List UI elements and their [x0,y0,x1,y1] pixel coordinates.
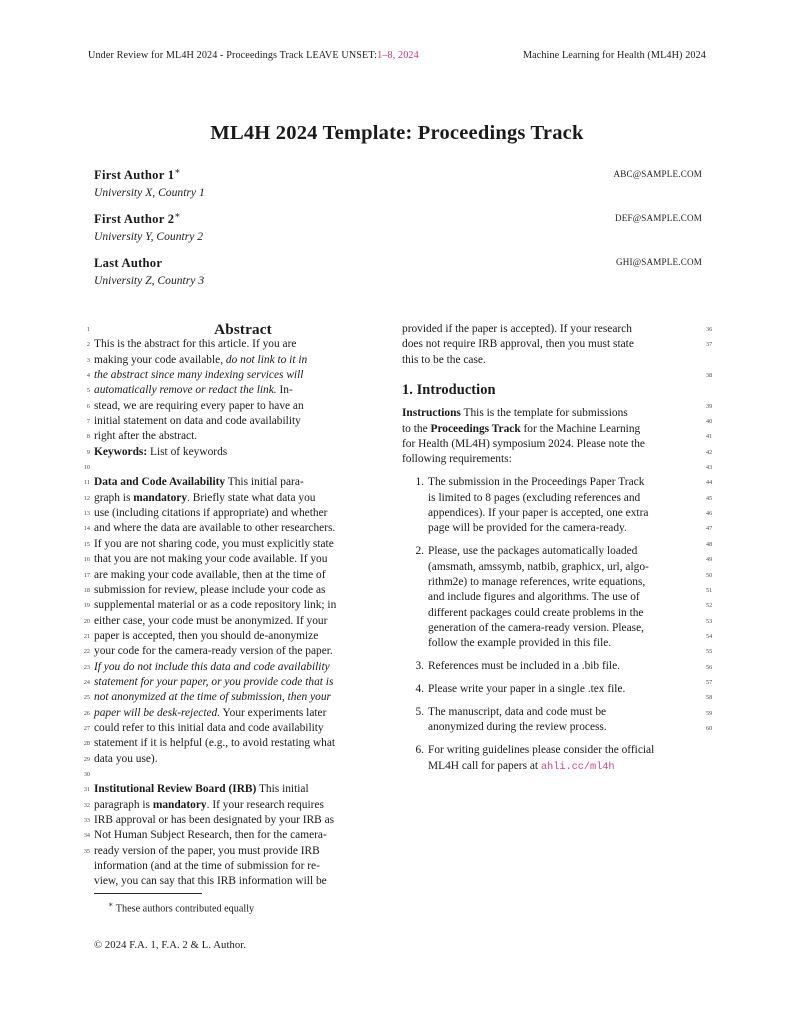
text-line [94,399,392,414]
requirement-item [402,544,700,651]
text-line [94,752,392,767]
text-run: paper is accepted, then you should de-anonymize [94,629,319,642]
bold-run-in-heading: Proceedings Track [430,422,521,435]
line-number: 30 [83,770,90,778]
text-run: This initial [256,783,309,796]
section-heading-introduction: 1. Introduction [402,382,496,399]
text-run: does not require IRB approval, then you must state [402,338,634,351]
line-number: 19 [83,602,90,610]
line-number: 28 [83,740,90,748]
requirement-text [428,705,700,736]
text-run: Please write your paper in a single .tex file. [428,683,626,696]
requirement-text [428,475,700,536]
author-email[interactable]: ABC@SAMPLE.COM [613,169,702,179]
line-number: 55 [706,648,713,656]
text-run: either case, your code must be anonymized. If your [94,614,328,627]
line-numbers-left [72,322,90,859]
line-number: 39 [706,402,713,410]
list-item-spacer [402,736,700,744]
text-line [428,606,700,621]
paragraph-spacer [94,460,392,475]
line-number: 42 [706,448,713,456]
author-footnote-marker: ∗ [174,166,181,176]
line-number: 38 [706,372,713,380]
line-number: 50 [706,571,713,579]
text-run: information (and at the time of submission for re- [94,860,320,873]
line-number: 44 [706,479,713,487]
text-line [402,406,700,421]
line-number: 11 [84,479,90,487]
text-line [428,544,700,559]
line-number: 23 [83,663,90,671]
text-line [94,521,392,536]
footnote-rule [94,893,202,894]
line-number: 5 [86,387,90,395]
text-run: ML4H call for papers at [428,759,541,772]
text-run: provided if the paper is accepted). If your research [402,323,632,335]
requirements-list [402,475,700,775]
line-number: 18 [83,586,90,594]
requirement-number: 1. [415,476,424,489]
text-run: anonymized during the review process. [428,721,607,734]
section-spacer [402,368,700,383]
text-run: could refer to this initial data and code availability [94,721,324,734]
text-line [428,521,700,536]
text-run: This initial para- [225,476,304,489]
text-line [428,682,700,697]
text-line [94,475,392,490]
line-numbers-right [706,322,724,732]
line-number: 36 [706,326,713,333]
text-line [94,506,392,521]
text-line [94,828,392,843]
line-number: 8 [86,433,90,441]
text-run: view, you can say that this IRB information will be [94,875,327,888]
text-line [428,575,700,590]
text-line [94,337,392,352]
line-number: 2 [86,341,90,349]
text-run: making your code available, [94,353,226,366]
text-line [428,636,700,651]
text-line [94,644,392,659]
line-number: 10 [83,464,90,472]
text-line [428,621,700,636]
text-line [94,368,392,383]
text-line [402,337,700,352]
text-run: (amsmath, amssymb, natbib, graphicx, url, algo- [428,560,649,573]
text-run: different packages could create problems in the [428,606,644,619]
author-entry [94,166,702,200]
text-run: appendices). If your paper is accepted, one extra [428,506,649,519]
author-name [94,166,702,184]
running-head-left [88,50,419,61]
requirement-number: 2. [415,545,424,558]
text-run: rithm2e) to manage references, write equations, [428,575,646,588]
author-name-text: First Author 2 [94,212,175,227]
line-number: 15 [83,540,90,548]
line-number: 27 [83,724,90,732]
footnote-text [94,900,392,914]
text-run: for Health (ML4H) symposium 2024. Please note the [402,438,645,450]
requirement-text [428,544,700,651]
text-run: this to be the case. [402,353,486,366]
text-line [428,743,700,758]
abstract-heading: Abstract [214,321,272,338]
text-line [428,759,700,775]
text-line [428,720,700,735]
bold-run-in-heading: Institutional Review Board (IRB) [94,783,257,796]
line-number: 16 [83,556,90,564]
author-entry [94,254,702,288]
text-line [94,429,392,444]
line-number: 31 [83,786,90,794]
line-number: 47 [706,525,713,533]
text-line [94,706,392,721]
author-email[interactable]: GHI@SAMPLE.COM [616,257,702,267]
text-run: References must be included in a .bib file. [428,660,620,673]
author-name [94,254,702,272]
line-number: 6 [86,402,90,410]
line-number: 33 [83,817,90,824]
requirement-item [402,743,700,775]
list-item-spacer [402,537,700,545]
footnote-body: These authors contributed equally [113,903,255,915]
irb-paragraph-continued [402,322,700,368]
abstract-body [94,337,392,444]
author-affiliation: University Y, Country 2 [94,229,204,243]
requirement-text [428,743,700,775]
text-run: Your experiments later [220,706,327,719]
text-line [94,782,392,797]
text-line [94,383,392,398]
line-number: 35 [83,847,90,855]
text-line [428,659,700,674]
text-run: are making your code available, then at the time of [94,568,326,581]
line-number: 45 [706,494,713,502]
text-run: paragraph is [94,798,153,811]
text-run: submission for review, please include your code as [94,583,326,596]
list-item-spacer [402,675,700,683]
text-line [94,798,392,813]
running-head-left-text: Under Review for ML4H 2024 - Proceedings Track LEAVE UNSET: [88,50,378,61]
text-run: page will be provided for the camera-ready. [428,522,627,535]
text-run: graph is [94,491,134,504]
external-link[interactable]: ahli.cc/ml4h [540,760,615,773]
text-run: Not Human Subject Research, then for the camera- [94,829,327,842]
text-line [94,844,392,859]
text-run: following requirements: [402,453,512,466]
text-run: initial statement on data and code availability [94,415,301,428]
line-number: 25 [83,694,90,702]
author-list [94,166,702,298]
text-line [428,560,700,575]
text-run: . If your research requires [206,798,324,811]
text-line [428,506,700,521]
bold-run-in-heading: mandatory [133,491,188,504]
text-line [428,475,700,490]
requirement-number: 3. [415,660,424,673]
line-number: 40 [706,418,713,426]
footnote-marker: ∗ [108,900,114,909]
keywords-label: Keywords: [94,445,148,458]
line-number: 37 [706,341,713,349]
running-head [88,50,706,61]
text-run: IRB approval or has been designated by your IRB as [94,814,335,826]
line-number: 24 [83,678,90,686]
line-number: 29 [83,755,90,763]
text-line [94,583,392,598]
text-run: and where the data are available to other researchers. [94,522,336,535]
text-run: stead, we are requiring every paper to have an [94,399,304,412]
line-number: 60 [706,724,713,732]
line-number: 54 [706,632,713,640]
text-run: to the [402,422,431,435]
line-number: 22 [83,648,90,656]
requirement-item [402,705,700,736]
text-run: data you use). [94,752,158,765]
text-run: . Briefly state what data you [187,491,316,504]
bold-run-in-heading: Data and Code Availability [94,476,226,489]
emphasis-text: automatically remove or redact the link. [94,384,277,397]
text-line [428,491,700,506]
irb-paragraph [94,782,392,889]
text-run: statement if it is helpful (e.g., to avoid restating what [94,737,336,750]
text-run: This is the template for submissions [460,407,628,420]
text-line [94,736,392,751]
requirement-item [402,475,700,536]
text-run: your code for the camera-ready version of the paper. [94,645,333,658]
text-line [94,721,392,736]
requirement-item [402,659,700,674]
author-affiliation: University Z, Country 3 [94,273,205,287]
line-number: 12 [83,494,90,502]
keywords-value: List of keywords [147,445,228,458]
text-line [94,859,392,874]
line-number: 41 [706,433,713,441]
author-entry [94,210,702,244]
line-number: 20 [83,617,90,625]
text-run: follow the example provided in this file. [428,637,612,650]
text-line [94,414,392,429]
text-run: generation of the camera-ready version. Please, [428,621,645,634]
line-number: 51 [706,586,713,594]
author-email[interactable]: DEF@SAMPLE.COM [615,213,702,223]
footnote-block [94,893,392,914]
page-title: ML4H 2024 Template: Proceedings Track [210,122,584,144]
text-run: ready version of the paper, you must provide IRB [94,844,320,857]
text-run: use (including citations if appropriate) and whether [94,507,328,520]
text-line [402,353,700,368]
data-code-availability-paragraph [94,475,392,767]
text-line [428,590,700,605]
heading-spacer [402,399,700,407]
text-run: and include figures and algorithms. The use of [428,591,640,604]
list-spacer [402,468,700,476]
line-number: 52 [706,602,713,610]
emphasis-text: paper will be desk-rejected. [94,706,221,719]
line-number: 21 [83,632,90,640]
text-line [94,675,392,690]
requirement-number: 5. [415,706,424,719]
text-run: Please, use the packages automatically loaded [428,545,638,558]
line-number: 43 [706,464,713,472]
requirement-number: 6. [415,744,424,757]
text-run: right after the abstract. [94,430,198,443]
list-item-spacer [402,652,700,660]
text-line [94,353,392,368]
line-number: 9 [86,448,90,456]
text-line [94,491,392,506]
author-name-text: First Author 1 [94,168,175,183]
text-run: that you are not making your code available. If you [94,553,328,566]
line-number: 1 [86,326,90,333]
text-line [402,452,700,467]
text-line [402,322,700,337]
emphasis-text: do not link to it in [225,353,308,366]
author-affiliation: University X, Country 1 [94,185,205,199]
emphasis-text: statement for your paper, or you provide code that is [94,675,334,688]
text-line [94,614,392,629]
text-line [94,629,392,644]
text-line [94,660,392,675]
line-number: 58 [706,694,713,702]
running-head-page-range[interactable]: 1–8, 2024 [377,50,419,61]
text-line [402,422,700,437]
text-run: This is the abstract for this article. If you are [94,338,297,351]
author-name-text: Last Author [94,256,163,271]
instructions-paragraph [402,406,700,467]
line-number: 17 [83,571,90,579]
text-run: In- [276,384,293,397]
emphasis-text: not anonymized at the time of submission, then your [94,691,331,704]
line-number: 53 [706,617,713,625]
text-run: for the Machine Learning [520,422,641,435]
page-footer [94,940,246,951]
text-run: The submission in the Proceedings Paper Track [428,476,645,489]
requirement-item [402,682,700,697]
requirement-text [428,659,700,674]
line-number: 3 [86,356,90,364]
text-line [94,874,392,889]
line-number: 32 [83,801,90,809]
emphasis-text: the abstract since many indexing services will [94,369,304,382]
text-line [94,537,392,552]
column-right [402,322,700,775]
line-number: 26 [83,709,90,717]
text-line [94,552,392,567]
text-line [94,568,392,583]
bold-run-in-heading: mandatory [152,798,207,811]
text-line [94,813,392,828]
line-number: 48 [706,540,713,548]
text-run: supplemental material or as a code repository link; in [94,599,337,612]
line-number: 14 [83,525,90,533]
list-item-spacer [402,698,700,706]
text-run: The manuscript, data and code must be [428,706,607,719]
requirement-text [428,682,700,697]
copyright-notice: © 2024 F.A. 1, F.A. 2 & L. Author. [94,940,247,951]
line-number: 7 [86,418,90,426]
line-number: 46 [706,510,713,518]
line-number: 34 [83,832,90,840]
line-number: 57 [706,678,713,686]
line-number: 13 [83,510,90,518]
text-run: For writing guidelines please consider the official [428,744,655,757]
author-footnote-marker: ∗ [174,210,181,220]
text-line [94,598,392,613]
text-line [428,705,700,720]
running-head-right: Machine Learning for Health (ML4H) 2024 [522,50,706,61]
column-left [94,322,392,890]
line-number: 4 [86,372,90,380]
keywords-line [94,445,392,460]
author-name [94,210,702,228]
text-line [94,690,392,705]
line-number: 49 [706,556,713,564]
requirement-number: 4. [415,683,424,696]
bold-run-in-heading: Instructions [402,407,461,420]
text-line [402,437,700,452]
paragraph-spacer [94,767,392,782]
text-run: is limited to 8 pages (excluding references and [428,491,641,504]
line-number: 56 [706,663,713,671]
emphasis-text: If you do not include this data and code availability [94,660,330,673]
line-number: 59 [706,709,713,717]
text-run: If you are not sharing code, you must explicitly state [94,537,334,550]
